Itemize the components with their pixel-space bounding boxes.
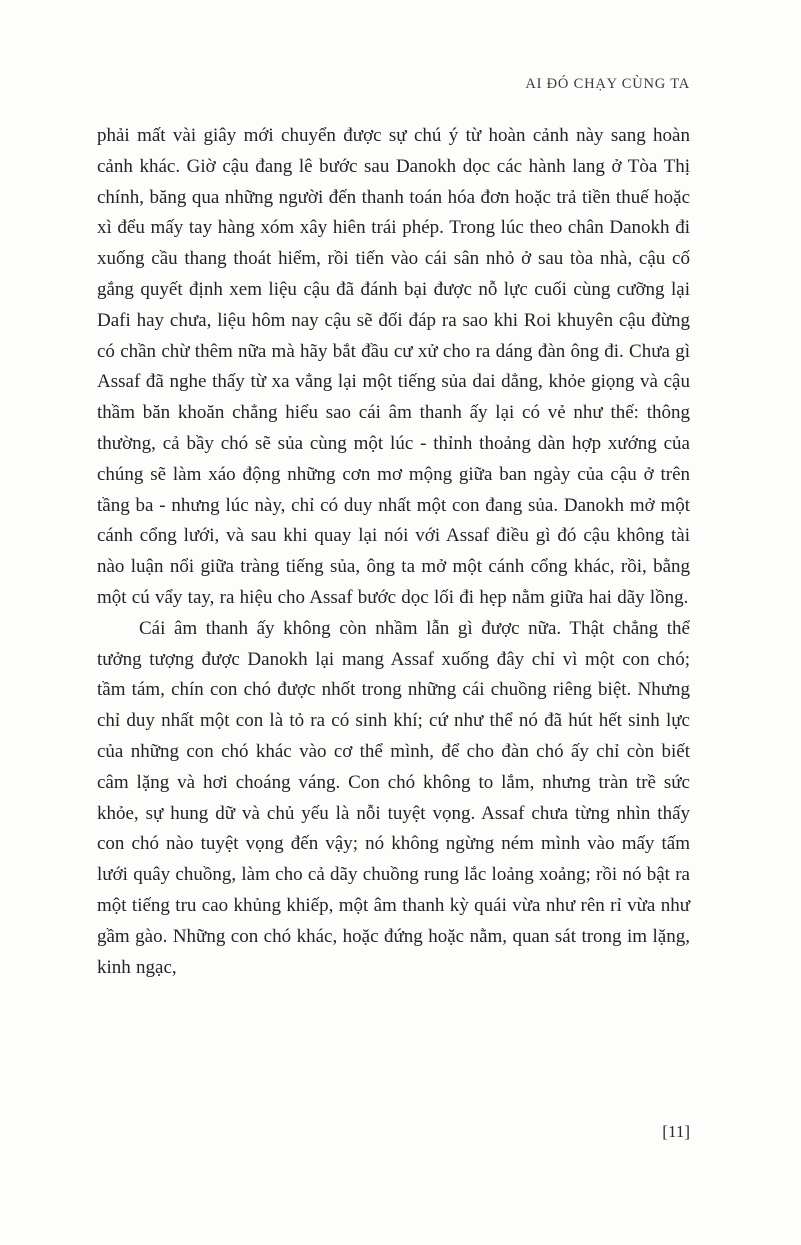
- running-header: AI ĐÓ CHẠY CÙNG TA: [525, 76, 690, 92]
- paragraph-continuation: phải mất vài giây mới chuyển được sự chú ý từ hoàn cảnh này sang hoàn cảnh khác. Giờ cậu đang lê bước sau Danokh dọc các hành lang ở Tòa Thị chính, băng qua những người đến thanh toán hóa đơn hoặc trả tiền thuế hoặc xì đểu mấy tay hàng xóm xây hiên trái phép. Trong lúc theo chân Danokh đi xuống cầu thang thoát hiểm, rồi tiến vào cái sân nhỏ ở sau tòa nhà, cậu cố gắng quyết định xem liệu cậu đã đánh bại được nỗ lực cuối cùng cưỡng lại Dafi hay chưa, liệu hôm nay cậu sẽ đối đáp ra sao khi Roi khuyên cậu đừng có chần chừ thêm nữa mà hãy bắt đầu cư xử cho ra dáng đàn ông đi. Chưa gì Assaf đã nghe thấy từ xa vẳng lại một tiếng sủa dai dẳng, khỏe giọng và cậu thầm băn khoăn chẳng hiểu sao cái âm thanh ấy lại có vẻ như thế: thông thường, cả bầy chó sẽ sủa cùng một lúc - thỉnh thoảng dàn hợp xướng của chúng sẽ làm xáo động những cơn mơ mộng giữa ban ngày của cậu ở trên tầng ba - nhưng lúc này, chỉ có duy nhất một con đang sủa. Danokh mở một cánh cổng lưới, và sau khi quay lại nói với Assaf điều gì đó cậu không tài nào luận nổi giữa tràng tiếng sủa, ông ta mở một cánh cổng khác, rồi, bằng một cú vẩy tay, ra hiệu cho Assaf bước dọc lối đi hẹp nằm giữa hai dãy lồng.: [97, 125, 690, 608]
- paragraph: Cái âm thanh ấy không còn nhầm lẫn gì được nữa. Thật chẳng thể tưởng tượng được Danokh lại mang Assaf xuống đây chỉ vì một con chó; tầm tám, chín con chó được nhốt trong những cái chuồng riêng biệt. Nhưng chỉ duy nhất một con là tỏ ra có sinh khí; cứ như thể nó đã hút hết sinh lực của những con chó khác vào cơ thể mình, để cho đàn chó ấy chỉ còn biết câm lặng và hơi choáng váng. Con chó không to lắm, nhưng tràn trề sức khỏe, sự hung dữ và chủ yếu là nỗi tuyệt vọng. Assaf chưa từng nhìn thấy con chó nào tuyệt vọng đến vậy; nó không ngừng ném mình vào mấy tấm lưới quây chuồng, làm cho cả dãy chuồng rung lắc loảng xoảng; rồi nó bật ra một tiếng tru cao khủng khiếp, một âm thanh kỳ quái vừa như rên rỉ vừa như gầm gào. Những con chó khác, hoặc đứng hoặc nằm, quan sát trong im lặng, kinh ngạc,: [97, 617, 690, 978]
- page-number: [11]: [662, 1122, 690, 1141]
- body-text: [97, 121, 690, 983]
